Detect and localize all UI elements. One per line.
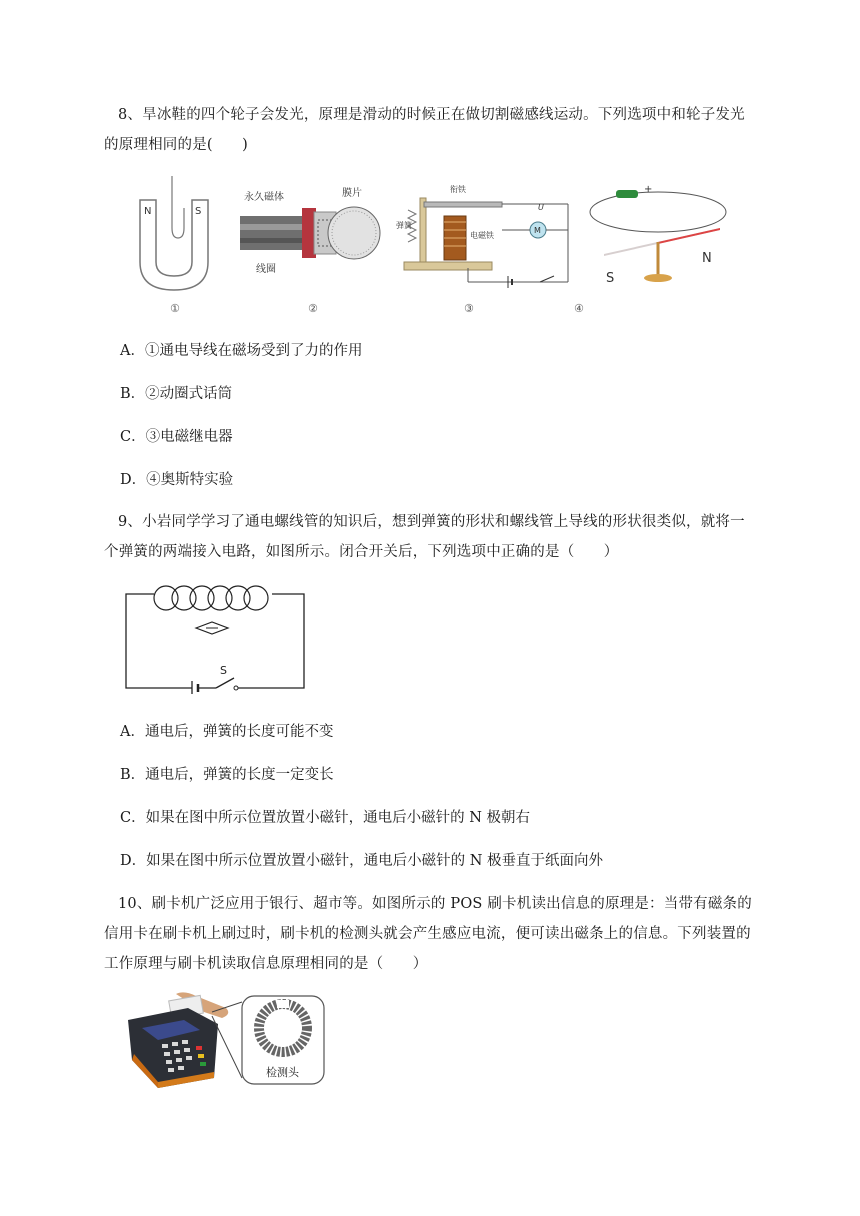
fig3-caption: ③ xyxy=(464,302,474,315)
q10-stem-line1: 10、刷卡机广泛应用于银行、超市等。如图所示的 POS 刷卡机读出信息的原理是：当带有磁条的 xyxy=(118,896,752,912)
q8-figure xyxy=(128,172,728,318)
compass-n-label: N xyxy=(702,251,712,266)
motor-label: M xyxy=(534,226,541,235)
q8-option-c: C．③电磁继电器 xyxy=(120,429,233,445)
q8-option-b: B．②动圈式话筒 xyxy=(120,386,233,402)
u-magnet-s-label: S xyxy=(195,206,202,217)
coil-label: 线圈 xyxy=(256,264,276,275)
q9-option-c: C．如果在图中所示位置放置小磁针，通电后小磁针的 N 极朝右 xyxy=(120,810,530,826)
battery xyxy=(192,681,216,694)
svg-text:+: + xyxy=(644,184,653,195)
q8-stem-line1: 8、旱冰鞋的四个轮子会发光，原理是滑动的时候正在做切割磁感线运动。下列选项中和轮子发光 xyxy=(118,107,745,123)
q9-figure xyxy=(122,580,308,694)
detector-label: 检测头 xyxy=(266,1066,299,1079)
fig1-u-magnet xyxy=(140,176,208,315)
q8-option-d: D．④奥斯特实验 xyxy=(120,472,234,488)
electromagnet-label: 电磁铁 xyxy=(470,231,494,240)
q8-stem xyxy=(104,100,808,160)
armature-label: 衔铁 xyxy=(450,185,466,194)
q10-stem-line3: 工作原理与刷卡机读取信息原理相同的是（ ） xyxy=(104,956,428,972)
u-magnet-n-label: N xyxy=(144,206,152,217)
q10-figure xyxy=(118,990,332,1090)
q9-stem-line1: 9、小岩同学学习了通电螺线管的知识后，想到弹簧的形状和螺线管上导线的形状很类似，就将一 xyxy=(118,514,745,530)
switch-label: S xyxy=(220,664,227,677)
q10-stem-line2: 信用卡在刷卡机上刷过时，刷卡机的检测头就会产生感应电流，便可读出磁条上的信息。下列装置的 xyxy=(104,926,751,942)
fig1-caption: ① xyxy=(170,302,180,315)
q9-stem-line2: 个弹簧的两端接入电路，如图所示。闭合开关后，下列选项中正确的是（ ） xyxy=(104,544,619,560)
u-label: U xyxy=(538,203,544,212)
q8-stem-line2: 的原理相同的是( ) xyxy=(104,137,249,153)
permanent-magnet-label: 永久磁体 xyxy=(244,192,284,203)
spring-coil xyxy=(154,586,268,610)
fig4-caption: ④ xyxy=(574,302,584,315)
switch xyxy=(216,664,238,690)
q9-stem xyxy=(104,507,808,567)
compass-s-label: S xyxy=(606,271,615,286)
q10-stem xyxy=(104,889,808,979)
fig2-microphone xyxy=(240,186,380,315)
fig4-oersted xyxy=(574,184,726,315)
q9-option-b: B．通电后，弹簧的长度一定变长 xyxy=(120,767,334,783)
spring-label: 弹簧 xyxy=(396,221,412,230)
q8-option-a: A．①通电导线在磁场受到了力的作用 xyxy=(120,343,363,359)
fig2-caption: ② xyxy=(308,302,318,315)
diaphragm-label: 膜片 xyxy=(342,188,362,199)
pos-terminal-image xyxy=(128,992,228,1088)
q9-option-a: A．通电后，弹簧的长度可能不变 xyxy=(120,724,334,740)
q9-option-d: D．如果在图中所示位置放置小磁针，通电后小磁针的 N 极垂直于纸面向外 xyxy=(120,853,604,869)
fig3-relay xyxy=(396,184,568,315)
